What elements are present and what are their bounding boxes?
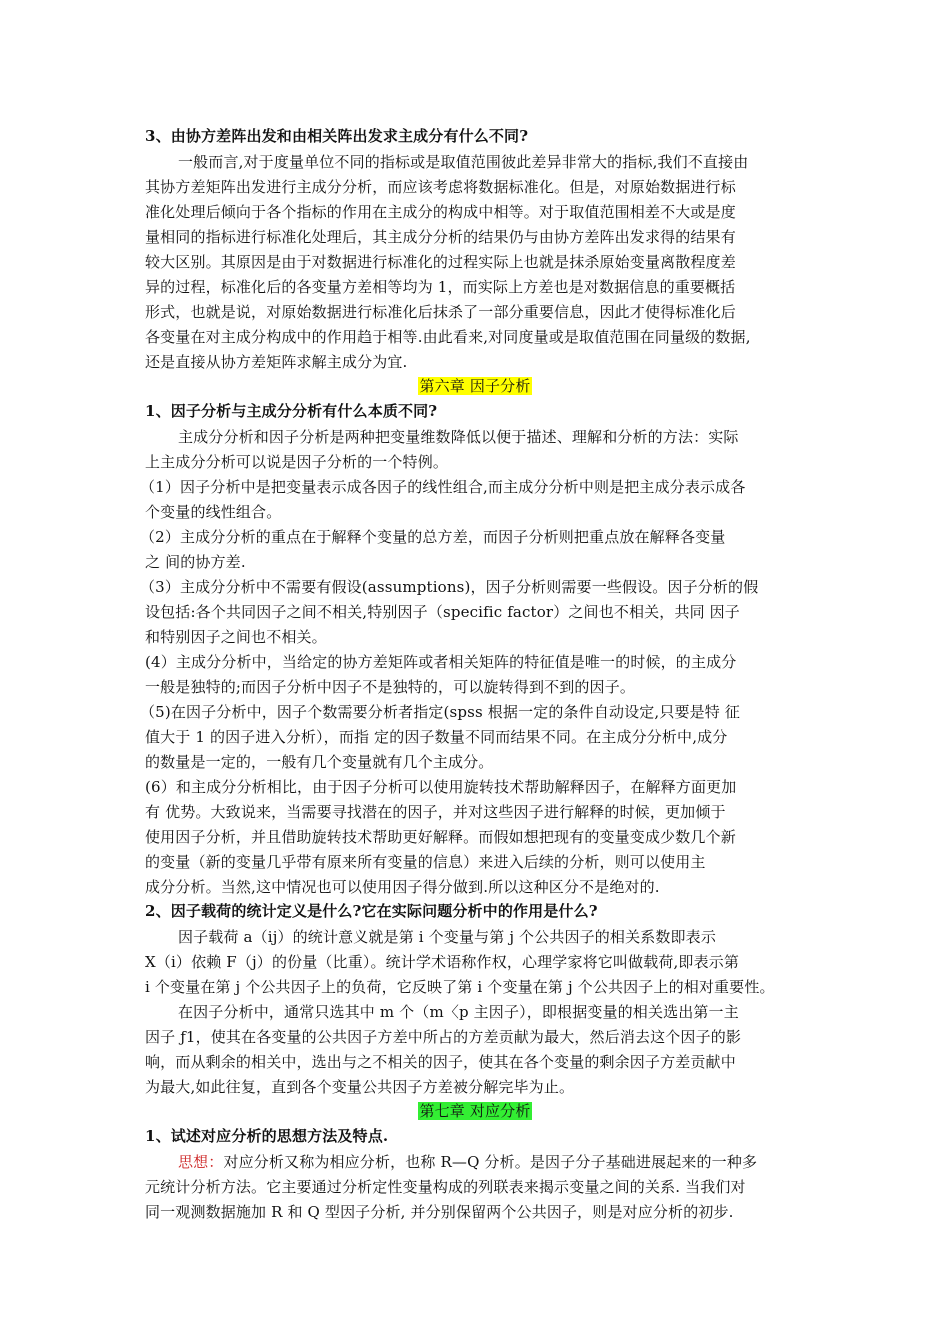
paragraph-line: 量相同的指标进行标准化处理后，其主成分分析的结果仍与由协方差阵出发求得的结果有 bbox=[145, 228, 736, 246]
paragraph-line: 上主成分分析可以说是因子分析的一个特例。 bbox=[145, 453, 449, 471]
paragraph-line bbox=[178, 1152, 757, 1172]
paragraph-line: 准化处理后倾向于各个指标的作用在主成分的构成中相等。对于取值范围相差不大或是度 bbox=[145, 203, 736, 221]
paragraph-line: （2）主成分分析的重点在于解释个变量的总方差，而因子分析则把重点放在解释各变量 bbox=[140, 528, 726, 546]
chapter-6-question-2-title: 2、因子载荷的统计定义是什么?它在实际问题分析中的作用是什么? bbox=[145, 902, 598, 920]
paragraph-line: 使用因子分析，并且借助旋转技术帮助更好解释。而假如想把现有的变量变成少数几个新 bbox=[145, 828, 736, 846]
paragraph-line: 个变量的线性组合。 bbox=[145, 503, 282, 521]
paragraph-line: 同一观测数据施加 R 和 Q 型因子分析, 并分别保留两个公共因子，则是对应分析的初步. bbox=[145, 1203, 734, 1221]
paragraph-line: 各变量在对主成分构成中的作用趋于相等.由此看来,对同度量或是取值范围在同量级的数据, bbox=[145, 328, 751, 346]
paragraph-line: 值大于 1 的因子进入分析），而指 定的因子数量不同而结果不同。在主成分分析中,成分 bbox=[145, 728, 728, 746]
chapter-7-heading bbox=[0, 1101, 950, 1121]
question-3-title: 3、由协方差阵出发和由相关阵出发求主成分有什么不同? bbox=[145, 127, 529, 145]
paragraph-line: 较大区别。其原因是由于对数据进行标准化的过程实际上也就是抹杀原始变量离散程度差 bbox=[145, 253, 736, 271]
paragraph-line: 因子载荷 a（ij）的统计意义就是第 i 个变量与第 j 个公共因子的相关系数即表示 bbox=[178, 928, 716, 946]
paragraph-text: 对应分析又称为相应分析，也称 R—Q 分析。是因子分子基础进展起来的一种多 bbox=[223, 1153, 758, 1171]
paragraph-line: 主成分分析和因子分析是两种把变量维数降低以便于描述、理解和分析的方法：实际 bbox=[178, 428, 739, 446]
paragraph-line: i 个变量在第 j 个公共因子上的负荷，它反映了第 i 个变量在第 j 个公共因子上的相对重要性。 bbox=[145, 978, 775, 996]
paragraph-line: （3）主成分分析中不需要有假设(assumptions)，因子分析则需要一些假设。因子分析的假 bbox=[140, 578, 759, 596]
paragraph-line: 其协方差矩阵出发进行主成分分析，而应该考虑将数据标准化。但是，对原始数据进行标 bbox=[145, 178, 736, 196]
paragraph-line: 的数量是一定的，一般有几个变量就有几个主成分。 bbox=[145, 753, 494, 771]
paragraph-line: 之 间的协方差. bbox=[145, 553, 246, 571]
paragraph-line: 一般而言,对于度量单位不同的指标或是取值范围彼此差异非常大的指标,我们不直接由 bbox=[178, 153, 749, 171]
paragraph-line: 有 优势。大致说来，当需要寻找潜在的因子，并对这些因子进行解释的时候，更加倾于 bbox=[145, 803, 726, 821]
paragraph-line: 为最大,如此往复，直到各个变量公共因子方差被分解完毕为止。 bbox=[145, 1078, 575, 1096]
idea-label: 思想： bbox=[178, 1153, 224, 1171]
paragraph-line: 的变量（新的变量几乎带有原来所有变量的信息）来进入后续的分析，则可以使用主 bbox=[145, 853, 706, 871]
chapter-6-question-1-title: 1、因子分析与主成分分析有什么本质不同? bbox=[145, 402, 438, 420]
paragraph-line: (6）和主成分分析相比，由于因子分析可以使用旋转技术帮助解释因子，在解释方面更加 bbox=[145, 778, 737, 796]
chapter-7-question-1-title: 1、试述对应分析的思想方法及特点. bbox=[145, 1127, 389, 1145]
paragraph-line: 因子 ƒ1，使其在各变量的公共因子方差中所占的方差贡献为最大，然后消去这个因子的影 bbox=[145, 1028, 742, 1046]
paragraph-line: 在因子分析中，通常只选其中 m 个（m〈p 主因子），即根据变量的相关选出第一主 bbox=[178, 1003, 739, 1021]
paragraph-line: 形式，也就是说，对原始数据进行标准化后抹杀了一部分重要信息，因此才使得标准化后 bbox=[145, 303, 736, 321]
paragraph-line: （5)在因子分析中，因子个数需要分析者指定(spss 根据一定的条件自动设定,只要是特 征 bbox=[140, 703, 741, 721]
paragraph-line: (4）主成分分析中，当给定的协方差矩阵或者相关矩阵的特征值是唯一的时候，的主成分 bbox=[145, 653, 737, 671]
paragraph-line: 响，而从剩余的相关中，选出与之不相关的因子，使其在各个变量的剩余因子方差贡献中 bbox=[145, 1053, 736, 1071]
chapter-6-heading bbox=[0, 376, 950, 396]
chapter-6-title: 第六章 因子分析 bbox=[419, 377, 531, 395]
paragraph-line: 一般是独特的;而因子分析中因子不是独特的，可以旋转得到不到的因子。 bbox=[145, 678, 636, 696]
paragraph-line: 还是直接从协方差矩阵求解主成分为宜. bbox=[145, 353, 408, 371]
paragraph-line: 成分分析。当然,这中情况也可以使用因子得分做到.所以这种区分不是绝对的. bbox=[145, 878, 660, 896]
paragraph-line: 设包括:各个共同因子之间不相关,特别因子（specific factor）之间也不相关，共同 因子 bbox=[145, 603, 740, 621]
paragraph-line: 元统计分析方法。它主要通过分析定性变量构成的列联表来揭示变量之间的关系. 当我们对 bbox=[145, 1178, 746, 1196]
paragraph-line: 异的过程，标准化后的各变量方差相等均为 1，而实际上方差也是对数据信息的重要概括 bbox=[145, 278, 736, 296]
paragraph-line: X（i）依赖 F（j）的份量（比重）。统计学术语称作权，心理学家将它叫做载荷,即表示第 bbox=[145, 953, 740, 971]
paragraph-line: （1）因子分析中是把变量表示成各因子的线性组合,而主成分分析中则是把主成分表示成各 bbox=[140, 478, 746, 496]
paragraph-line: 和特别因子之间也不相关。 bbox=[145, 628, 327, 646]
chapter-7-title: 第七章 对应分析 bbox=[419, 1102, 531, 1120]
